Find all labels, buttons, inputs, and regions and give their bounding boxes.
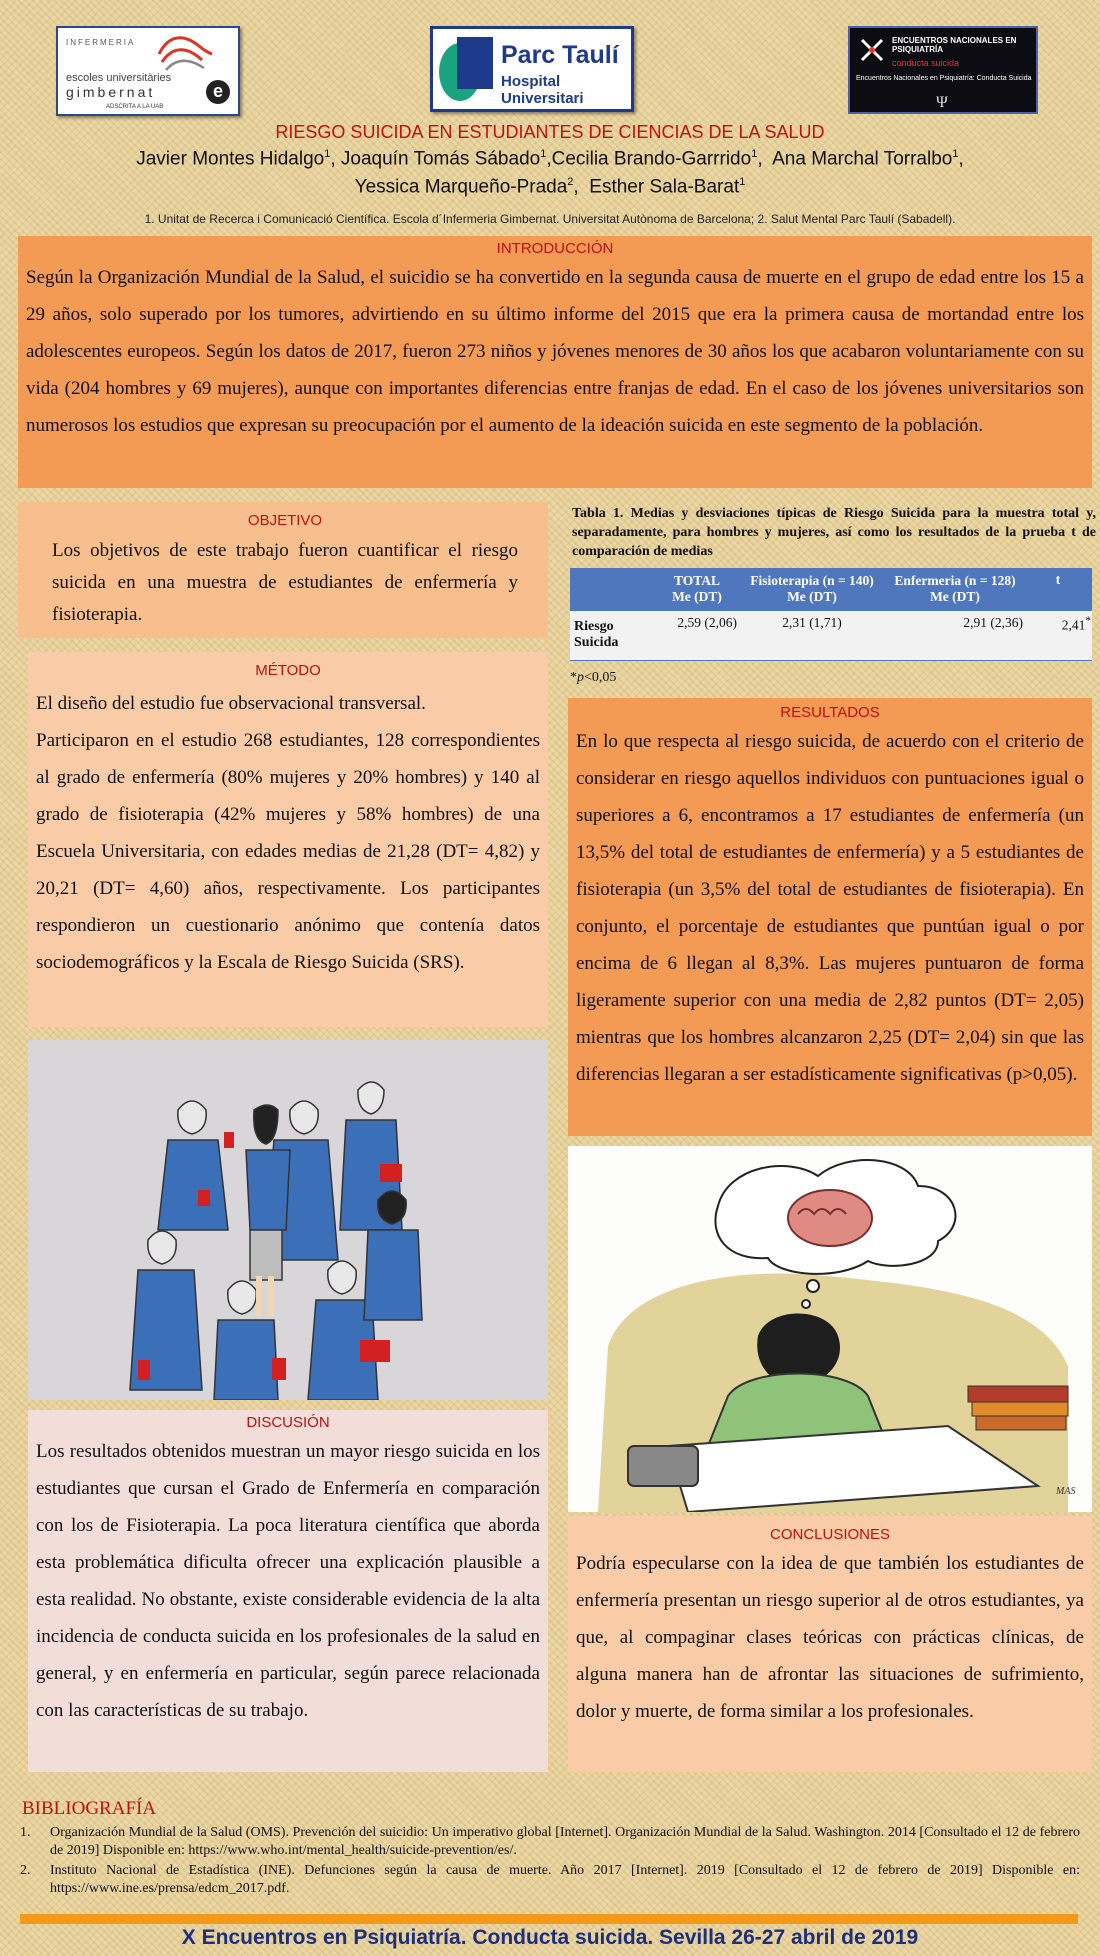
section-introduccion: [18, 236, 1092, 488]
table-cell-t: [1024, 610, 1092, 660]
logo-parc-tauli-line2: Hospital Universitari: [501, 73, 584, 107]
conclusiones-title: CONCLUSIONES: [769, 1526, 891, 1543]
metodo-title: MÉTODO: [255, 662, 321, 679]
resultados-title: RESULTADOS: [780, 704, 880, 721]
conclusiones-text: Podría especularse con la idea de que también los estudiantes de enfermería presentan un riesgo superior al de otros estudiantes, ya que, al compaginar clases teóricas con prácticas clínicas, de alguna manera han de afrontar las situaciones de sufrimiento, dolor y muerte, de forma similar a los profesionales.: [576, 1553, 1084, 1722]
parc-tauli-blue-shape-icon: [457, 37, 493, 89]
table-header-cell: t: [1055, 572, 1061, 587]
table-cell-total: 2,59 (2,06): [677, 614, 737, 630]
author-name: Yessica Marqueño-Prada: [354, 176, 568, 198]
footer-bar: [20, 1914, 1078, 1924]
logo-gimbernat-line1: INFERMERIA: [66, 38, 136, 47]
table-cell-fisio: 2,31 (1,71): [782, 614, 842, 630]
author-separator: ,: [757, 148, 773, 170]
table-note-p: p: [577, 670, 584, 685]
table-header-cell: TOTAL Me (DT): [672, 572, 722, 604]
table-cell-enfer: 2,91 (2,36): [963, 614, 1023, 630]
affiliations: 1. Unitat de Recerca i Comunicació Científica. Escola d´Infermeria Gimbernat. Universitat Autònoma de Barcelona; 2. Salut Mental Parc Taulí (Sabadell).: [144, 212, 956, 226]
author-affiliation-mark: 2: [567, 176, 574, 188]
bibliografia-num: 2.: [20, 1863, 31, 1878]
students-illustration: [28, 1040, 548, 1400]
table-caption: Tabla 1. Medias y desviaciones típicas de Riesgo Suicida para la muestra total y, separadamente, para hombres y mujeres, así como los resultados de la prueba t de comparación de medias: [572, 506, 1096, 559]
introduccion-text: Según la Organización Mundial de la Salud, el suicidio se ha convertido en la segunda causa de muerte en el grupo de edad entre los 15 a 29 años, solo superado por los tumores, advirtiendo en su último informe del 2015 que era la primera causa de mortandad entre los adolescentes europeos. Según los datos de 2017, fueron 273 niños y jóvenes menores de 30 años los que acabaron voluntariamente con su vida (204 hombres y 69 mujeres), aunque con importantes diferencias entre franjas de edad. En el caso de los jóvenes universitarios son numerosos los estudios que expresan su preocupación por el aumento de la ideación suicida en este segmento de la población.: [26, 267, 1084, 436]
logo-encuentros-line3: Encuentros Nacionales en Psiquiatría: Conducta Suicida: [856, 75, 1032, 82]
author-separator: ,: [546, 148, 552, 170]
table-header-cell: Enfermeria (n = 128) Me (DT): [894, 572, 1016, 604]
logo-gimbernat-line2: escoles universitàries: [66, 72, 172, 84]
table-row: [570, 610, 1092, 660]
author-affiliation-mark: 1: [324, 148, 331, 160]
bibliografia-text: Organización Mundial de la Salud (OMS). Prevención del suicidio: Un imperativo global [Internet]. Organización Mundial de la Salud. Washington. 2014 [Consultado el 12 de febrero de 2019] Disponible en: https://www.who.int/mental_health/suicide-prevention/es/.: [50, 1825, 1080, 1858]
table-header-row: [570, 568, 1092, 610]
author-separator: ,: [573, 176, 590, 198]
footer-text: X Encuentros en Psiquiatría. Conducta suicida. Sevilla 26-27 abril de 2019: [181, 1926, 919, 1949]
table-note-text: <0,05: [584, 670, 617, 685]
section-objetivo: [18, 502, 548, 638]
introduccion-title: INTRODUCCIÓN: [496, 240, 614, 257]
author-name: Esther Sala-Barat: [589, 176, 740, 198]
poster-title: RIESGO SUICIDA EN ESTUDIANTES DE CIENCIAS DE LA SALUD: [275, 122, 825, 142]
logo-gimbernat-line3: gimbernat: [66, 84, 156, 100]
psi-symbol: Ψ: [936, 94, 948, 111]
logo-gimbernat-line4: ADSCRITA A LA UAB: [106, 104, 164, 110]
gimbernat-emblem-icon: [154, 34, 214, 74]
logo-encuentros-line1: ENCUENTROS NACIONALES EN PSIQUIATRÍA: [892, 36, 1017, 54]
author-affiliation-mark: 1: [751, 148, 758, 160]
author-name: Joaquín Tomás Sábado: [340, 148, 541, 170]
table-note-star: *: [570, 670, 577, 685]
author-name: Javier Montes Hidalgo: [136, 148, 325, 170]
bibliografia-num: 1.: [20, 1825, 31, 1840]
section-resultados: [568, 698, 1092, 1136]
metodo-text-2: Participaron en el estudio 268 estudiantes, 128 correspondientes al grado de enfermería (80% mujeres y 20% hombres) y 140 al grado de fisioterapia (42% mujeres y 58% hombres) de una Escuela Universitaria, con edades medias de 21,28 (DT= 4,82) y 20,21 (DT= 4,60) años, respectivamente. Los participantes respondieron un cuestionario anónimo que contenía datos sociodemográficos y la Escala de Riesgo Suicida (SRS).: [36, 730, 540, 973]
stress-illustration-signature: MAS: [1056, 1486, 1076, 1497]
section-metodo: [28, 652, 548, 1027]
stressed-student-drawing-icon: [568, 1146, 1092, 1512]
author-name: Cecilia Brando-Garrrido: [551, 148, 752, 170]
author-separator: ,: [958, 148, 964, 170]
t-value: 2,41: [1061, 617, 1086, 632]
objetivo-text: Los objetivos de este trabajo fueron cuantificar el riesgo suicida en una muestra de estudiantes de enfermería y fisioterapia.: [52, 540, 518, 625]
logo-e-icon: e: [206, 80, 230, 104]
table-header-cell: Fisioterapia (n = 140) Me (DT): [750, 572, 874, 604]
resultados-text: En lo que respecta al riesgo suicida, de acuerdo con el criterio de considerar en riesgo aquellos individuos con puntuaciones igual o superiores a 6, encontramos a 17 estudiantes de enfermería (un 13,5% del total de estudiantes de enfermería) y a 5 estudiantes de fisioterapia (un 3,5% del total de estudiantes de fisioterapia). En conjunto, el porcentaje de estudiantes que puntúan igual o por encima de 6 llegan al 8,3%. Las mujeres puntuaron de forma ligeramente superior con una media de 2,82 puntos (DT= 2,05) mientras que los hombres alcanzaron 2,25 (DT= 2,04) sin que las diferencias llegaran a ser estadísticamente significativas (p>0,05).: [576, 731, 1084, 1085]
results-table: [570, 568, 1092, 661]
logo-gimbernat: [56, 26, 240, 116]
bibliografia-item: [20, 1824, 1080, 1860]
discusion-title: DISCUSIÓN: [246, 1414, 330, 1431]
section-discusion: [28, 1410, 548, 1772]
bibliografia-text: Instituto Nacional de Estadística (INE). Defunciones según la causa de muerte. Año 2017 [Internet]. 2019 [Consultado el 12 de febrero de 2019] Disponible en: https://www.ine.es/prensa/edcm_2017.pdf.: [50, 1863, 1080, 1896]
bibliografia-item: [20, 1862, 1080, 1898]
logo-parc-tauli-line1: Parc Taulí: [501, 41, 619, 69]
logo-encuentros: [848, 26, 1038, 114]
table-note: [570, 670, 616, 686]
authors-line1: [40, 148, 1060, 170]
author-separator: ,: [330, 148, 341, 170]
table-header-cell: [570, 568, 656, 610]
results-table-wrap: [570, 568, 1092, 661]
section-conclusiones: [568, 1516, 1092, 1772]
objetivo-title: OBJETIVO: [247, 512, 323, 529]
bibliografia-title: BIBLIOGRAFÍA: [22, 1798, 157, 1819]
logo-parc-tauli: [430, 26, 634, 112]
table-row-label: Riesgo Suicida: [574, 619, 619, 650]
discusion-text: Los resultados obtenidos muestran un mayor riesgo suicida en los estudiantes que cursan el Grado de Enfermería en comparación con los de Fisioterapia. La poca literatura científica que aborda esta problemática dificulta ofrecer una explicación plausible a esta realidad. No obstante, existe considerable evidencia de la alta incidencia de conducta suicida en los profesionales de la salud en general, y en enfermería en particular, según parece relacionada con las características de su trabajo.: [36, 1441, 540, 1721]
authors-line2: [40, 176, 1060, 198]
author-affiliation-mark: 1: [952, 148, 959, 160]
bibliografia-list: [20, 1824, 1080, 1898]
students-drawing-icon: [28, 1040, 548, 1400]
metodo-text-1: El diseño del estudio fue observacional transversal.: [36, 693, 426, 714]
logo-encuentros-line2: conducta suicida: [892, 58, 960, 68]
author-name: Ana Marchal Torralbo: [772, 148, 953, 170]
author-affiliation-mark: 1: [739, 176, 746, 188]
t-significance-mark: *: [1085, 614, 1091, 627]
encuentros-cross-icon: [858, 36, 886, 64]
author-affiliation-mark: 1: [540, 148, 547, 160]
stress-illustration: [568, 1146, 1092, 1512]
